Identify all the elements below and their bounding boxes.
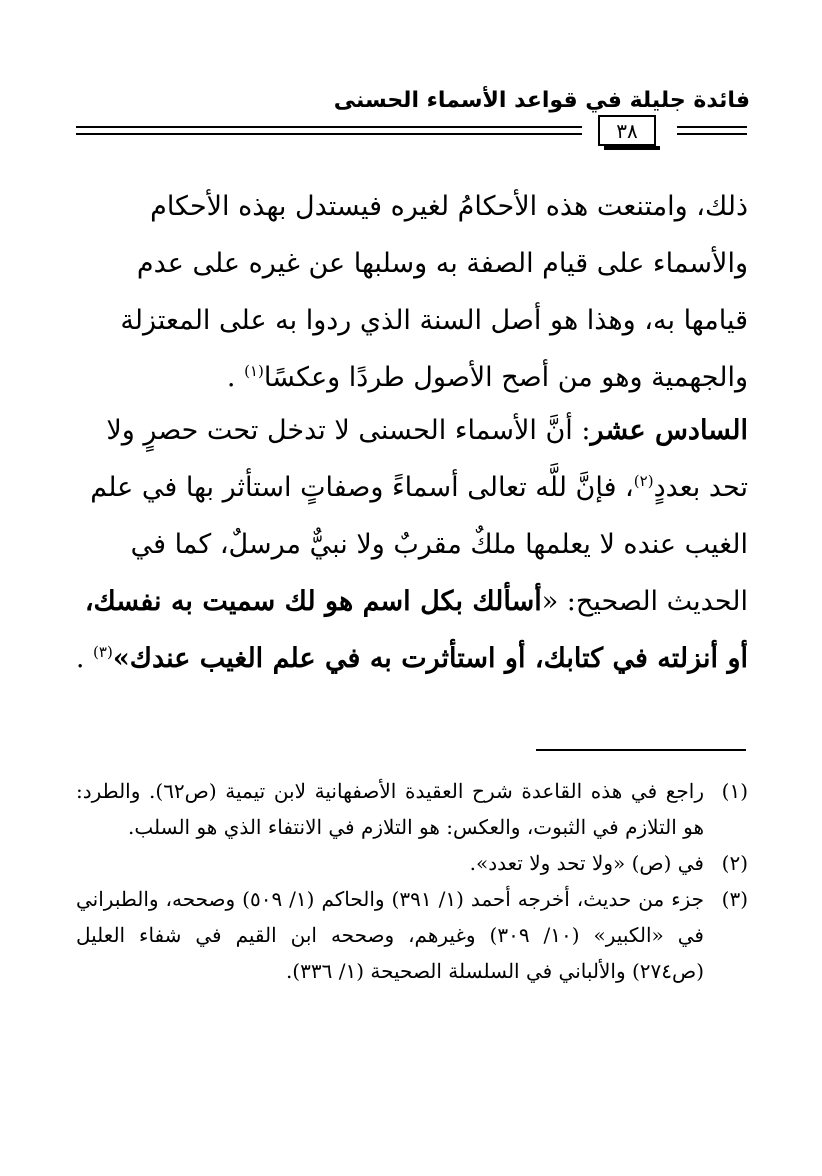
running-header-title: فائدة جليلة في قواعد الأسماء الحسنى (333, 88, 750, 113)
footnote-number: (٢) (721, 851, 748, 875)
paragraph-1-end: . (226, 362, 236, 393)
footnote-3 (76, 881, 748, 989)
footnote-text: جزء من حديث، أخرجه أحمد (١/ ٣٩١) والحاكم (١/ ٥٠٩) وصححه، والطبراني في «الكبير» (١٠/ ٣٠٩) وغيرهم، وصححه ابن القيم في شفاء العليل (ص٢٧٤) والألباني في السلسلة الصحيحة (١/ ٣٣٦). (76, 887, 705, 983)
footnote-number: (٣) (721, 887, 748, 911)
quote-close: » (112, 643, 130, 674)
footnote-ref-2: (٢) (633, 472, 654, 490)
hadith-quote: أسألك بكل اسم هو لك سميت به نفسك، أو أنزلته في كتابك، أو استأثرت به في علم الغيب عندك (84, 586, 748, 674)
footnotes (76, 773, 748, 989)
footnote-number: (١) (721, 779, 748, 803)
footnote-text: في (ص) «ولا تحد ولا تعدد». (469, 851, 704, 875)
footnote-ref-3: (٣) (93, 643, 113, 661)
footnote-1 (76, 773, 748, 845)
paragraph-2 (72, 402, 748, 687)
paragraph-1-text: ذلك، وامتنعت هذه الأحكامُ لغيره فيستدل بهذه الأحكام والأسماء على قيام الصفة به وسلبها عن غيره على عدم قيامها به، وهذا هو أصل السنة الذي ردوا به على المعتزلة والجهمية وهو من أصح الأصول طردًا وعكسًا (120, 191, 748, 393)
footnote-2 (76, 845, 748, 881)
footnote-text: راجع في هذه القاعدة شرح العقيدة الأصفهانية لابن تيمية (ص٦٢). والطرد: هو التلازم في الثبوت، والعكس: هو التلازم في الانتفاء الذي هو السلب. (76, 779, 704, 839)
header-rule-left (76, 126, 582, 138)
paragraph-2-text-a: : أنَّ الأسماء الحسنى لا تدخل تحت حصرٍ ولا تحد بعددٍ (106, 415, 748, 503)
paragraph-2-text-b: ، فإنَّ للَّه تعالى أسماءً وصفاتٍ استأثر بها في علم الغيب عنده لا يعلمها ملكٌ مقربٌ ولا نبيٌّ مرسلٌ، كما في الحديث الصحيح: « (90, 472, 748, 617)
footnote-separator (536, 749, 746, 751)
paragraph-1 (72, 178, 748, 406)
page-number: ٣٨ (598, 115, 656, 146)
paragraph-2-end: . (75, 643, 85, 674)
header-rule-right (677, 126, 747, 138)
section-label: السادس عشر (590, 415, 748, 446)
footnote-ref-1: (١) (244, 362, 264, 380)
